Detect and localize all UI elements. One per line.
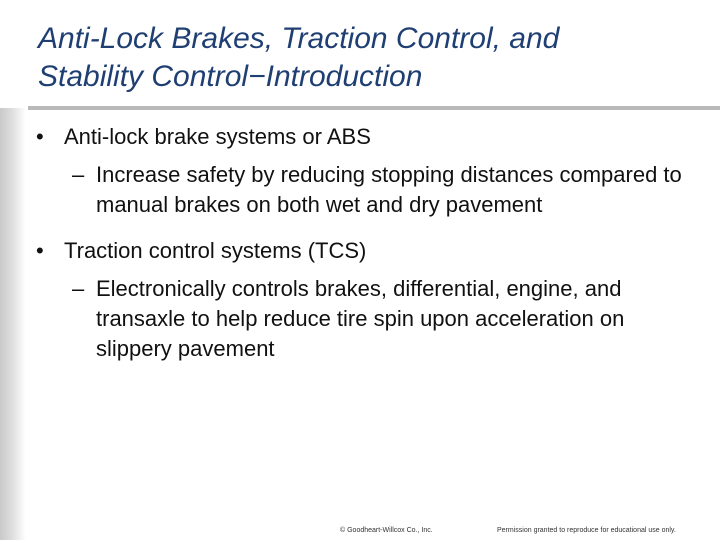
bullet-list (30, 122, 700, 380)
slide-title-line-2: Stability Control−Introduction (38, 60, 423, 93)
sub-bullet-text: Increase safety by reducing stopping distances compared to manual brakes on both wet and dry pavement (96, 162, 682, 217)
footer-permission: Permission granted to reproduce for educational use only. (497, 527, 676, 534)
title-area (0, 0, 720, 108)
sub-bullet-marker: – (72, 162, 85, 187)
slide-title (38, 20, 708, 96)
bullet-group-abs (30, 122, 700, 220)
slide-title-line-1: Anti-Lock Brakes, Traction Control, and (38, 22, 560, 55)
bullet-item (30, 236, 700, 266)
bullet-item (30, 122, 700, 152)
footer-copyright: © Goodheart-Willcox Co., Inc. (340, 527, 433, 534)
sub-bullet-marker: – (72, 276, 85, 301)
bullet-group-tcs (30, 236, 700, 364)
bullet-text: Anti-lock brake systems or ABS (64, 124, 371, 149)
title-divider (28, 106, 720, 110)
sub-bullet-text: Electronically controls brakes, differential, engine, and transaxle to help reduce tire spin upon acceleration on slippery pavement (96, 276, 625, 361)
bullet-marker: • (36, 124, 44, 149)
bullet-text: Traction control systems (TCS) (64, 238, 367, 263)
bullet-marker: • (36, 238, 44, 263)
sub-bullet-item (30, 274, 700, 364)
sub-bullet-item (30, 160, 700, 220)
